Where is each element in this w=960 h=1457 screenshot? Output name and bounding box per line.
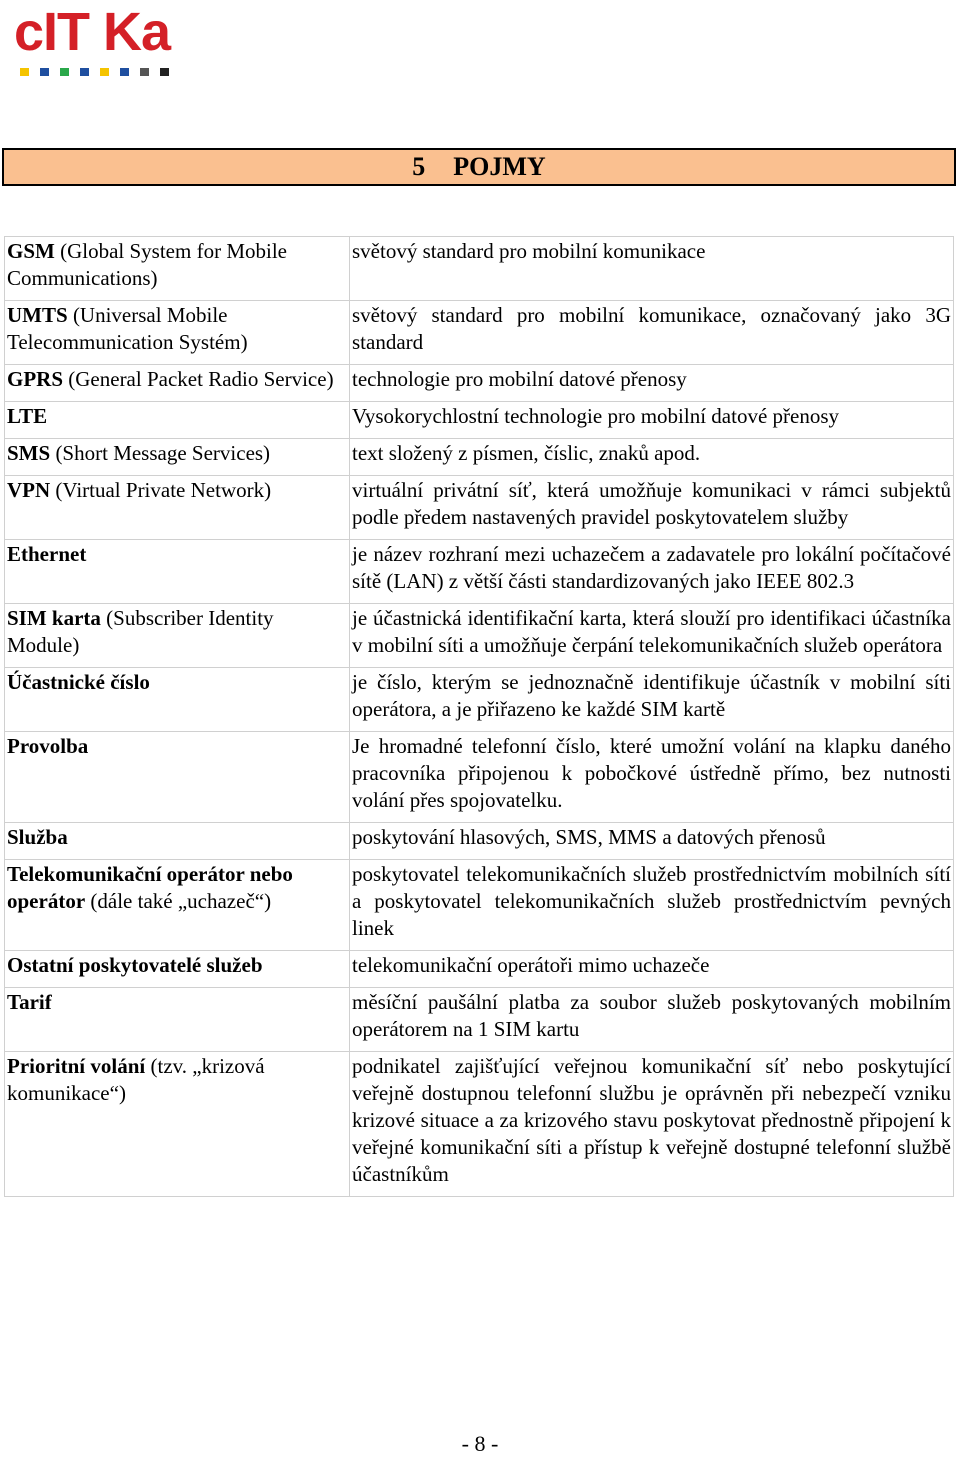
definition-cell: je číslo, kterým se jednoznačně identifikuje účastník v mobilní síti operátora, a je přiřazeno ke každé SIM kartě	[350, 668, 954, 732]
definition-cell: světový standard pro mobilní komunikace	[350, 237, 954, 301]
logo-dot	[140, 68, 149, 76]
table-row	[5, 988, 954, 1052]
term-cell	[5, 732, 350, 823]
table-row	[5, 732, 954, 823]
term-cell	[5, 237, 350, 301]
term-name: Tarif	[7, 990, 52, 1014]
term-expansion: (General Packet Radio Service)	[63, 367, 334, 391]
logo-dot	[40, 68, 49, 76]
logo-text: cIT Ka	[14, 2, 171, 62]
table-row	[5, 668, 954, 732]
logo-dot	[100, 68, 109, 76]
definition-cell: je název rozhraní mezi uchazečem a zadavatele pro lokální počítačové sítě (LAN) z větší části standardizovaných jako IEEE 802.3	[350, 540, 954, 604]
term-expansion: (Subscriber Identity Module)	[7, 606, 274, 657]
term-name: Účastnické číslo	[7, 670, 150, 694]
term-cell	[5, 951, 350, 988]
terms-table-body	[5, 237, 954, 1197]
section-heading	[2, 148, 956, 186]
definition-cell: je účastnická identifikační karta, která slouží pro identifikaci účastníka v mobilní síti a umožňuje čerpání telekomunikačních služeb operátora	[350, 604, 954, 668]
definition-cell: Je hromadné telefonní číslo, které umožní volání na klapku daného pracovníka připojenou k pobočkové ústředně přímo, bez nutnosti volání přes spojovatelku.	[350, 732, 954, 823]
term-cell	[5, 668, 350, 732]
term-name: Prioritní volání	[7, 1054, 146, 1078]
company-logo	[14, 2, 214, 82]
definition-cell: světový standard pro mobilní komunikace, označovaný jako 3G standard	[350, 301, 954, 365]
term-name: Služba	[7, 825, 68, 849]
logo-dot	[20, 68, 29, 76]
term-name: GPRS	[7, 367, 64, 391]
term-name: Provolba	[7, 734, 89, 758]
page-number: - 8 -	[461, 1431, 499, 1456]
term-cell	[5, 823, 350, 860]
logo-dot	[80, 68, 89, 76]
table-row	[5, 604, 954, 668]
logo-color-dots	[20, 68, 169, 76]
table-row	[5, 301, 954, 365]
term-name: LTE	[7, 404, 48, 428]
term-expansion: (Global System for Mobile Communications)	[7, 239, 287, 290]
term-expansion: (tzv. „krizová komunikace“)	[7, 1054, 265, 1105]
term-cell	[5, 988, 350, 1052]
definition-cell: telekomunikační operátoři mimo uchazeče	[350, 951, 954, 988]
definition-cell: poskytovatel telekomunikačních služeb prostřednictvím mobilních sítí a poskytovatel telekomunikačních služeb prostřednictvím pevných linek	[350, 860, 954, 951]
term-expansion: (Universal Mobile Telecommunication Systém)	[7, 303, 248, 354]
term-cell	[5, 476, 350, 540]
definition-cell: technologie pro mobilní datové přenosy	[350, 365, 954, 402]
table-row	[5, 237, 954, 301]
definition-cell: poskytování hlasových, SMS, MMS a datových přenosů	[350, 823, 954, 860]
logo-dot	[160, 68, 169, 76]
table-row	[5, 365, 954, 402]
logo-dot	[60, 68, 69, 76]
table-row	[5, 402, 954, 439]
table-row	[5, 951, 954, 988]
table-row	[5, 540, 954, 604]
term-name: GSM	[7, 239, 55, 263]
table-row	[5, 860, 954, 951]
definition-cell: Vysokorychlostní technologie pro mobilní datové přenosy	[350, 402, 954, 439]
term-cell	[5, 402, 350, 439]
table-row	[5, 823, 954, 860]
term-cell	[5, 604, 350, 668]
definition-cell: text složený z písmen, číslic, znaků apod.	[350, 439, 954, 476]
definition-cell: měsíční paušální platba za soubor služeb poskytovaných mobilním operátorem na 1 SIM kartu	[350, 988, 954, 1052]
term-name: UMTS	[7, 303, 68, 327]
section-title: POJMY	[453, 152, 546, 181]
term-cell	[5, 439, 350, 476]
table-row	[5, 1052, 954, 1197]
term-cell	[5, 365, 350, 402]
table-row	[5, 439, 954, 476]
term-expansion: (Virtual Private Network)	[50, 478, 272, 502]
terms-table	[4, 236, 954, 1197]
definition-cell: podnikatel zajišťující veřejnou komunikační síť nebo poskytující veřejně dostupnou telefonní službu je oprávněn při nebezpečí vzniku krizové situace a za krizového stavu poskytovat přednostně připojení k veřejné komunikační síti a přístup k veřejně dostupné telefonní službě účastníkům	[350, 1052, 954, 1197]
term-expansion: (dále také „uchazeč“)	[85, 889, 272, 913]
logo-dot	[120, 68, 129, 76]
term-cell	[5, 860, 350, 951]
table-row	[5, 476, 954, 540]
term-name: Ethernet	[7, 542, 87, 566]
term-name: VPN	[7, 478, 51, 502]
section-number: 5	[412, 152, 426, 181]
term-cell	[5, 540, 350, 604]
term-name: SIM karta	[7, 606, 101, 630]
term-name: Telekomunikační operátor nebo operátor	[7, 862, 293, 913]
term-cell	[5, 301, 350, 365]
term-name: Ostatní poskytovatelé služeb	[7, 953, 263, 977]
term-name: SMS	[7, 441, 51, 465]
definition-cell: virtuální privátní síť, která umožňuje komunikaci v rámci subjektů podle předem nastavených pravidel poskytovatelem služby	[350, 476, 954, 540]
term-cell	[5, 1052, 350, 1197]
term-expansion: (Short Message Services)	[50, 441, 271, 465]
